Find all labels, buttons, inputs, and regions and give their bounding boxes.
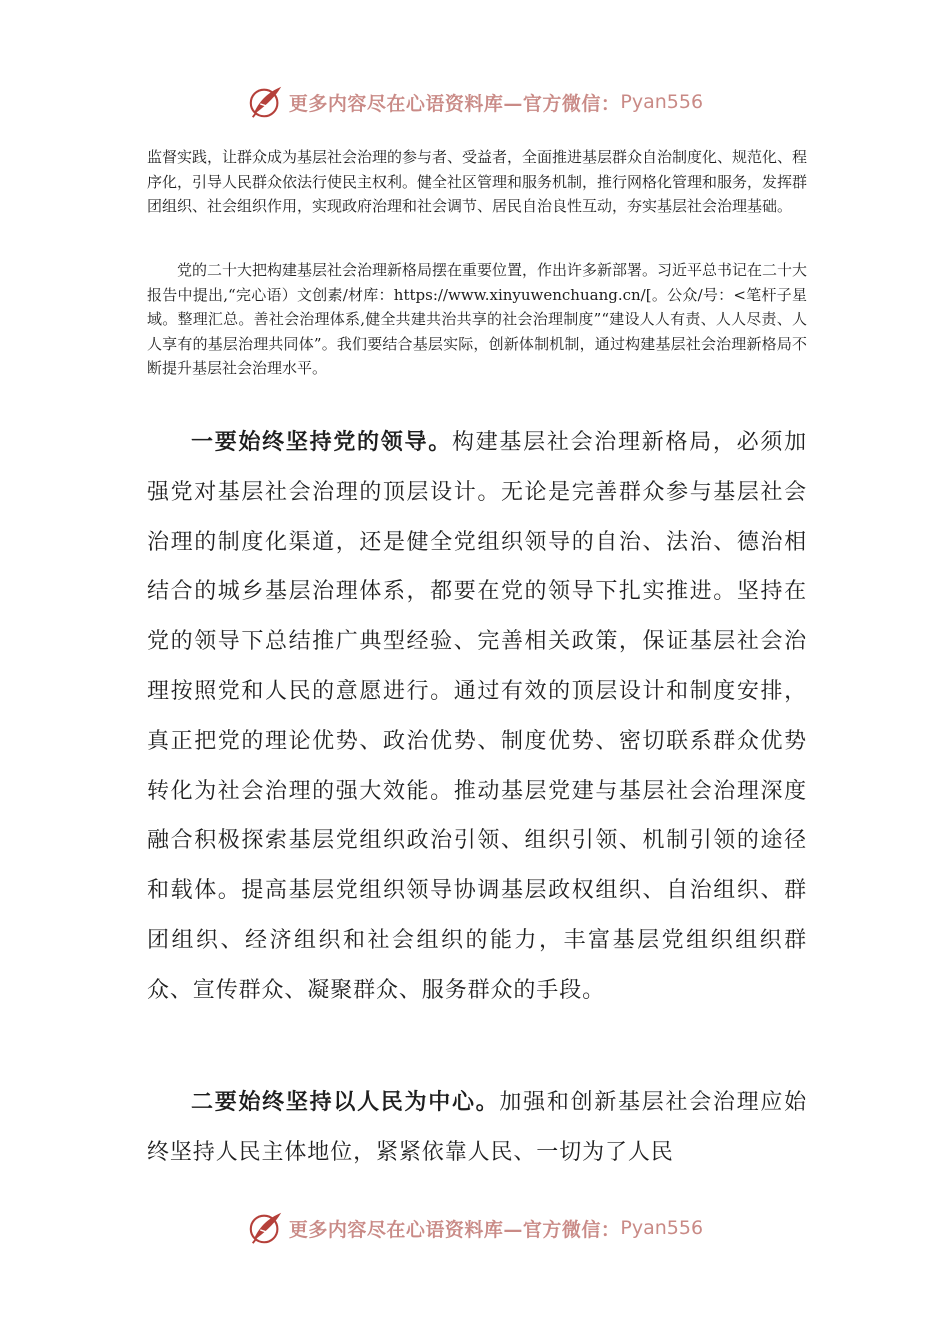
header-banner [0, 82, 950, 122]
paragraph-1: 监督实践，让群众成为基层社会治理的参与者、受益者，全面推进基层群众自治制度化、规范化、程序化，引导人民群众依法行使民主权利。健全社区管理和服务机制，推行网格化管理和服务，发挥群团组织、社会组织作用，实现政府治理和社会调节、居民自治良性互动，夯实基层社会治理基础。 [147, 148, 808, 216]
quill-logo-icon [247, 1209, 285, 1247]
paragraph-3-heading: 一要始终坚持党的领导。 [191, 429, 452, 455]
paragraph-4 [147, 1078, 807, 1178]
paragraph-3 [147, 418, 807, 1016]
paragraph-3-body: 构建基层社会治理新格局，必须加强党对基层社会治理的顶层设计。无论是完善群众参与基层社会治理的制度化渠道，还是健全党组织领导的自治、法治、德治相结合的城乡基层治理体系，都要在党的领导下扎实推进。坚持在党的领导下总结推广典型经验、完善相关政策，保证基层社会治理按照党和人民的意愿进行。通过有效的顶层设计和制度安排，真正把党的理论优势、政治优势、制度优势、密切联系群众优势转化为社会治理的强大效能。推动基层党建与基层社会治理深度融合积极探索基层党组织政治引领、组织引领、机制引领的途径和载体。提高基层党组织领导协调基层政权组织、自治组织、群团组织、经济组织和社会组织的能力，丰富基层党组织组织群众、宣传群众、凝聚群众、服务群众的手段。 [147, 430, 807, 1003]
paragraph-4-body: 加强和创新基层社会治理应始终坚持人民主体地位，紧紧依靠人民、一切为了人民 [147, 1090, 808, 1165]
quill-logo-icon [247, 83, 285, 121]
footer-banner-text: 更多内容尽在心语资料库—官方微信： [288, 1218, 621, 1241]
paragraph-4-heading: 二要始终坚持以人民为中心。 [191, 1089, 500, 1115]
footer-wechat-id: Pyan556 [620, 1217, 704, 1239]
header-banner-text: 更多内容尽在心语资料库—官方微信： [288, 92, 621, 115]
header-wechat-id: Pyan556 [620, 91, 704, 113]
paragraph-2: 党的二十大把构建基层社会治理新格局摆在重要位置，作出许多新部署。习近平总书记在二十大报告中提出,“完心语）文创素/材库：https://www.xinyuwenchuang.cn/[。公众/号：<笔杆子星域。整理汇总。善社会治理体系,健全共建共治共享的社会治理制度”“建设人人有责、人人尽责、人人享有的基层治理共同体”。我们要结合基层实际，创新体制机制，通过构建基层社会治理新格局不断提升基层社会治理水平。 [147, 261, 808, 378]
footer-banner [0, 1208, 950, 1248]
